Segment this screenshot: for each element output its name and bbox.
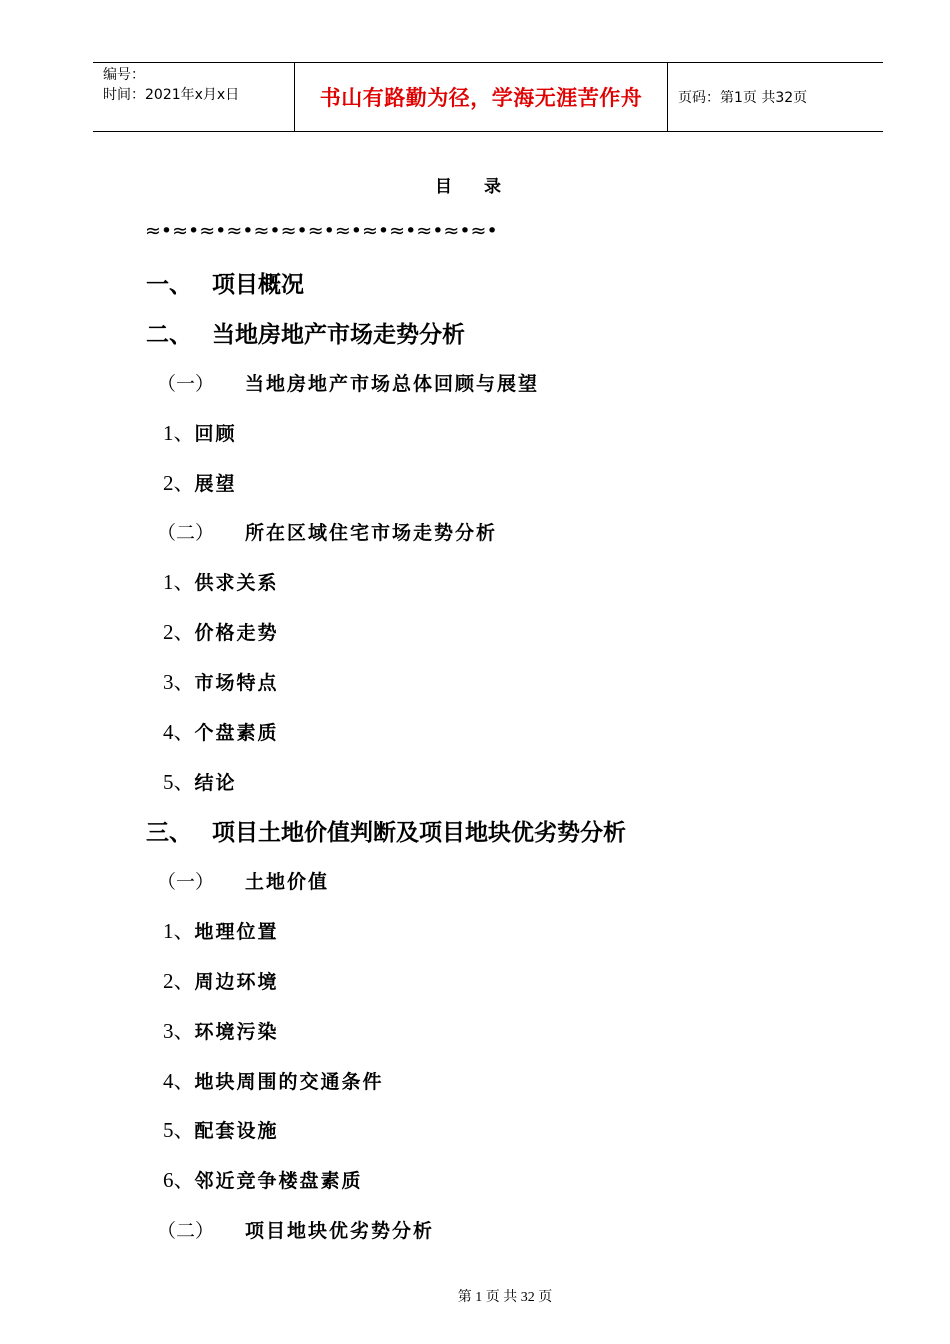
- decorative-divider: ≈•≈•≈•≈•≈•≈•≈•≈•≈•≈•≈•≈•≈•: [145, 220, 498, 242]
- toc-item-title: 价格走势: [194, 622, 279, 644]
- toc-item-title: 个盘素质: [194, 722, 279, 744]
- toc-item[interactable]: [163, 1065, 384, 1095]
- header-motto: 书山有路勤为径，学海无涯苦作舟: [319, 86, 643, 110]
- document-time-label: 时间：2021年x月x日: [103, 87, 240, 103]
- toc-item[interactable]: [163, 1114, 279, 1144]
- document-number-label: 编号：: [103, 67, 145, 83]
- toc-subsection[interactable]: [157, 518, 497, 545]
- toc-item-title: 市场特点: [194, 672, 279, 694]
- toc-section-title: 项目土地价值判断及项目地块优劣势分析: [212, 820, 626, 846]
- toc-item-number: 1、: [163, 421, 195, 445]
- toc-section-title: 当地房地产市场走势分析: [212, 322, 465, 348]
- toc-item[interactable]: [163, 417, 237, 447]
- toc-section[interactable]: [146, 266, 304, 299]
- toc-item-title: 配套设施: [194, 1120, 279, 1142]
- toc-section-title: 项目概况: [212, 272, 304, 298]
- header-divider: [667, 63, 668, 131]
- page-footer: 第 1 页 共 32 页: [457, 1290, 553, 1305]
- toc-section-number: 三、: [146, 820, 192, 846]
- toc-subsection-number: （一）: [157, 871, 215, 893]
- toc-item-number: 5、: [163, 1118, 195, 1142]
- toc-item[interactable]: [163, 467, 237, 497]
- toc-item-number: 2、: [163, 969, 195, 993]
- toc-section[interactable]: [146, 316, 465, 349]
- toc-item-number: 3、: [163, 670, 195, 694]
- toc-subsection-title: 当地房地产市场总体回顾与展望: [245, 373, 540, 395]
- toc-item[interactable]: [163, 666, 279, 696]
- page-header: [93, 62, 883, 132]
- toc-item[interactable]: [163, 616, 279, 646]
- toc-item-title: 供求关系: [194, 572, 279, 594]
- toc-item[interactable]: [163, 716, 279, 746]
- toc-item[interactable]: [163, 915, 279, 945]
- toc-item-number: 1、: [163, 919, 195, 943]
- toc-item-title: 环境污染: [194, 1021, 279, 1043]
- toc-section[interactable]: [146, 814, 626, 847]
- toc-subsection[interactable]: [157, 867, 329, 894]
- toc-subsection-number: （二）: [157, 522, 215, 544]
- toc-item-title: 周边环境: [194, 971, 279, 993]
- toc-item-number: 4、: [163, 1069, 195, 1093]
- toc-item-title: 地理位置: [194, 921, 279, 943]
- toc-item[interactable]: [163, 1164, 363, 1194]
- toc-item-title: 结论: [194, 772, 237, 794]
- toc-item[interactable]: [163, 1015, 279, 1045]
- header-meta: [103, 65, 239, 105]
- toc-item[interactable]: [163, 965, 279, 995]
- toc-item-number: 4、: [163, 720, 195, 744]
- toc-item[interactable]: [163, 766, 237, 796]
- toc-item-title: 展望: [194, 473, 237, 495]
- toc-section-number: 一、: [146, 272, 192, 298]
- header-page-info: 页码：第1页 共32页: [678, 90, 808, 106]
- toc-item-number: 2、: [163, 471, 195, 495]
- toc-subsection-title: 项目地块优劣势分析: [245, 1220, 435, 1242]
- toc-subsection[interactable]: [157, 1216, 434, 1243]
- toc-title: 目录: [435, 177, 533, 197]
- toc-subsection-number: （二）: [157, 1220, 215, 1242]
- toc-item-number: 3、: [163, 1019, 195, 1043]
- toc-subsection-number: （一）: [157, 373, 215, 395]
- toc-item[interactable]: [163, 566, 279, 596]
- toc-section-number: 二、: [146, 322, 192, 348]
- toc-subsection-title: 土地价值: [245, 871, 330, 893]
- toc-item-number: 2、: [163, 620, 195, 644]
- toc-subsection-title: 所在区域住宅市场走势分析: [245, 522, 498, 544]
- toc-item-title: 地块周围的交通条件: [194, 1071, 384, 1093]
- toc-item-number: 6、: [163, 1168, 195, 1192]
- toc-subsection[interactable]: [157, 369, 539, 396]
- toc-item-number: 1、: [163, 570, 195, 594]
- toc-item-title: 回顾: [194, 423, 237, 445]
- toc-item-title: 邻近竞争楼盘素质: [194, 1170, 363, 1192]
- toc-item-number: 5、: [163, 770, 195, 794]
